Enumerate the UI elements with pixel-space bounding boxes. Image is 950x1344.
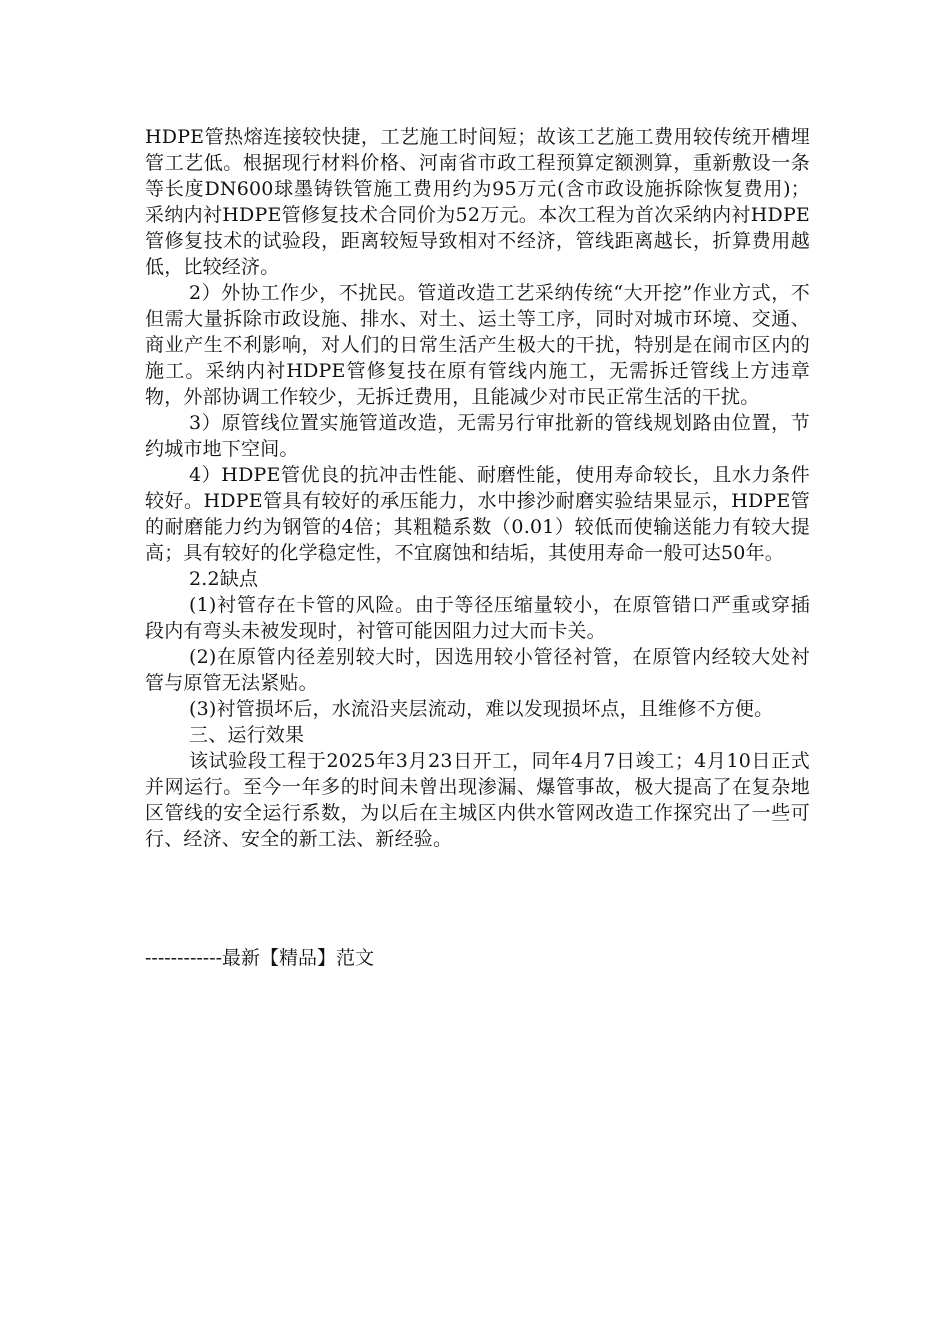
paragraph-hdpe-performance: 4）HDPE管优良的抗冲击性能、耐磨性能，使用寿命较长，且水力条件较好。HDPE管具有较好的承压能力，水中掺沙耐磨实验结果显示，HDPE管的耐磨能力约为钢管的4倍；其粗糙系数（0.01）较低而使输送能力有较大提高；具有较好的化学稳定性，不宜腐蚀和结垢，其使用寿命一般可达50年。 [145,464,810,564]
paragraph-low-disturbance: 2）外协工作少，不扰民。管道改造工艺采纳传统“大开挖”作业方式，不但需大量拆除市政设施、排水、对土、运土等工序，同时对城市环境、交通、商业产生不利影响，对人们的日常生活产生极大的干扰，特别是在闹市区内的施工。采纳内衬HDPE管修复技在原有管线内施工，无需拆迁管线上方违章物，外部协调工作较少，无拆迁费用，且能减少对市民正常生活的干扰。 [145,282,810,408]
paragraph-disadvantage-1: (1)衬管存在卡管的风险。由于等径压缩量较小，在原管错口严重或穿插段内有弯头未被发现时，衬管可能因阻力过大而卡关。 [145,594,810,642]
section-heading-disadvantages: 2.2缺点 [189,568,259,590]
paragraph-disadvantage-2: (2)在原管内径差别较大时，因选用较小管径衬管，在原管内经较大处衬管与原管无法紧贴。 [145,646,810,694]
paragraph-results: 该试验段工程于2025年3月23日开工，同年4月7日竣工；4月10日正式并网运行。至今一年多的时间未曾出现渗漏、爆管事故，极大提高了在复杂地区管线的安全运行系数，为以后在主城区内供水管网改造工作探究出了一些可行、经济、安全的新工法、新经验。 [145,750,810,850]
section-heading-results: 三、运行效果 [189,724,305,746]
paragraph-cost-advantage: HDPE管热熔连接较快捷，工艺施工时间短；故该工艺施工费用较传统开槽埋管工艺低。根据现行材料价格、河南省市政工程预算定额测算，重新敷设一条等长度DN600球墨铸铁管施工费用约为95万元(含市政设施拆除恢复费用)；采纳内衬HDPE管修复技术合同价为52万元。本次工程为首次采纳内衬HDPE管修复技术的试验段，距离较短导致相对不经济，管线距离越长，折算费用越低，比较经济。 [145,126,810,278]
paragraph-original-location: 3）原管线位置实施管道改造，无需另行审批新的管线规划路由位置，节约城市地下空间。 [145,412,810,460]
document-body [145,124,810,852]
footer-watermark-text: ------------最新【精品】范文 [145,947,375,969]
paragraph-disadvantage-3: (3)衬管损坏后，水流沿夹层流动，难以发现损坏点，且维修不方便。 [189,698,774,720]
